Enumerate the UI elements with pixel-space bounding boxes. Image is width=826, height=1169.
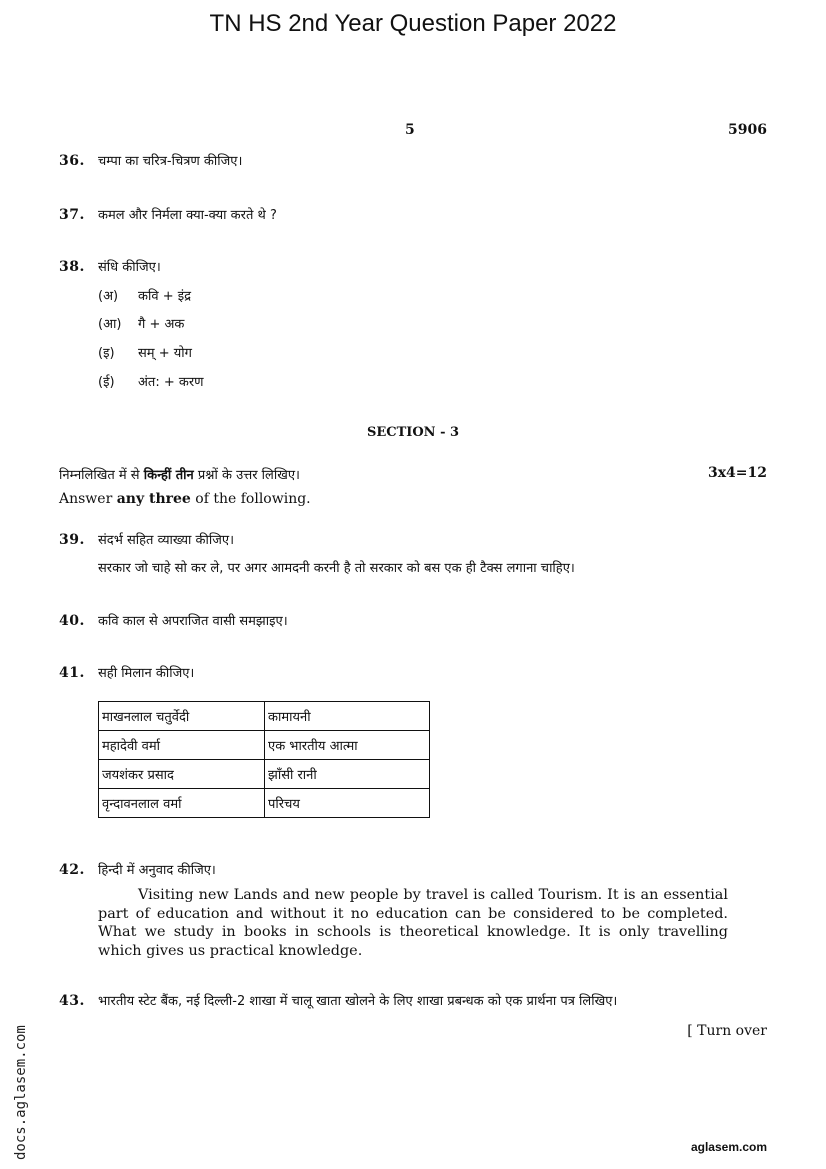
instruction-text: निम्नलिखित में से bbox=[59, 468, 144, 483]
option-ii bbox=[98, 372, 204, 390]
question-number: 43. bbox=[59, 993, 85, 1009]
table-cell: महादेवी वर्मा bbox=[99, 731, 265, 760]
option-i bbox=[98, 343, 192, 361]
instruction-english bbox=[59, 491, 311, 507]
table-cell: परिचय bbox=[265, 789, 430, 818]
table-row bbox=[99, 702, 430, 731]
table-cell: एक भारतीय आत्मा bbox=[265, 731, 430, 760]
instruction-emphasis: any three bbox=[116, 491, 191, 507]
question-39 bbox=[59, 530, 234, 548]
table-cell: वृन्दावनलाल वर्मा bbox=[99, 789, 265, 818]
question-36 bbox=[59, 151, 242, 169]
instruction-emphasis: किन्हीं तीन bbox=[143, 468, 194, 483]
table-row bbox=[99, 760, 430, 789]
section-marks: 3x4=12 bbox=[707, 465, 767, 481]
question-number: 42. bbox=[59, 862, 85, 878]
table-cell: जयशंकर प्रसाद bbox=[99, 760, 265, 789]
question-38 bbox=[59, 257, 161, 275]
option-label: (अ) bbox=[98, 289, 119, 304]
question-41 bbox=[59, 663, 194, 681]
brand-footer: aglasem.com bbox=[690, 1140, 767, 1154]
question-number: 40. bbox=[59, 613, 85, 629]
question-42 bbox=[59, 860, 216, 878]
table-cell: कामायनी bbox=[265, 702, 430, 731]
option-text: कवि + इंद्र bbox=[138, 289, 192, 304]
instruction-text: प्रश्नों के उत्तर लिखिए। bbox=[193, 468, 300, 483]
turn-over: [ Turn over bbox=[687, 1023, 767, 1039]
option-label: (आ) bbox=[98, 317, 122, 332]
passage-hindi: सरकार जो चाहे सो कर ले, पर अगर आमदनी करनी है तो सरकार को बस एक ही टैक्स लगाना चाहिए। bbox=[98, 561, 575, 576]
question-text: चम्पा का चरित्र-चित्रण कीजिए। bbox=[98, 154, 243, 169]
option-text: सम् + योग bbox=[138, 346, 192, 361]
option-text: अंत: + करण bbox=[138, 375, 204, 390]
question-text: संदर्भ सहित व्याख्या कीजिए। bbox=[98, 533, 235, 548]
question-37 bbox=[59, 205, 277, 223]
instruction-hindi bbox=[59, 465, 300, 483]
instruction-text: of the following. bbox=[190, 491, 311, 507]
question-text: सही मिलान कीजिए। bbox=[98, 666, 195, 681]
table-row bbox=[99, 789, 430, 818]
table-cell: झाँसी रानी bbox=[265, 760, 430, 789]
paper-code: 5906 bbox=[728, 122, 767, 138]
page-number: 5 bbox=[405, 122, 415, 138]
question-number: 37. bbox=[59, 207, 85, 223]
option-label: (इ) bbox=[98, 346, 115, 361]
table-row bbox=[99, 731, 430, 760]
option-label: (ई) bbox=[98, 375, 115, 390]
translation-passage: Visiting new Lands and new people by travel is called Tourism. It is an essential part of education and without it no education can be considered to be completed. What we study in books in schools is theoretical knowledge. It is only travelling which gives us practical knowledge. bbox=[98, 887, 728, 959]
question-text: भारतीय स्टेट बैंक, नई दिल्ली-2 शाखा में चालू खाता खोलने के लिए शाखा प्रबन्धक को एक प्रार्थना पत्र लिखिए। bbox=[98, 994, 618, 1009]
question-text: कवि काल से अपराजित वासी समझाइए। bbox=[98, 614, 288, 629]
section-heading: SECTION - 3 bbox=[366, 425, 460, 440]
table-cell: माखनलाल चतुर्वेदी bbox=[99, 702, 265, 731]
option-a bbox=[98, 286, 191, 304]
match-table bbox=[98, 701, 430, 818]
side-watermark: docs.aglasem.com bbox=[13, 1025, 29, 1160]
question-number: 36. bbox=[59, 153, 85, 169]
question-number: 41. bbox=[59, 665, 85, 681]
page-title: TN HS 2nd Year Question Paper 2022 bbox=[209, 10, 617, 37]
question-number: 39. bbox=[59, 532, 85, 548]
question-text: कमल और निर्मला क्या-क्या करते थे ? bbox=[98, 208, 277, 223]
question-text: हिन्दी में अनुवाद कीजिए। bbox=[98, 863, 216, 878]
question-43 bbox=[59, 991, 617, 1009]
option-aa bbox=[98, 314, 184, 332]
question-number: 38. bbox=[59, 259, 85, 275]
option-text: गै + अक bbox=[138, 317, 185, 332]
question-40 bbox=[59, 611, 288, 629]
instruction-text: Answer bbox=[59, 491, 117, 507]
question-text: संधि कीजिए। bbox=[98, 260, 161, 275]
